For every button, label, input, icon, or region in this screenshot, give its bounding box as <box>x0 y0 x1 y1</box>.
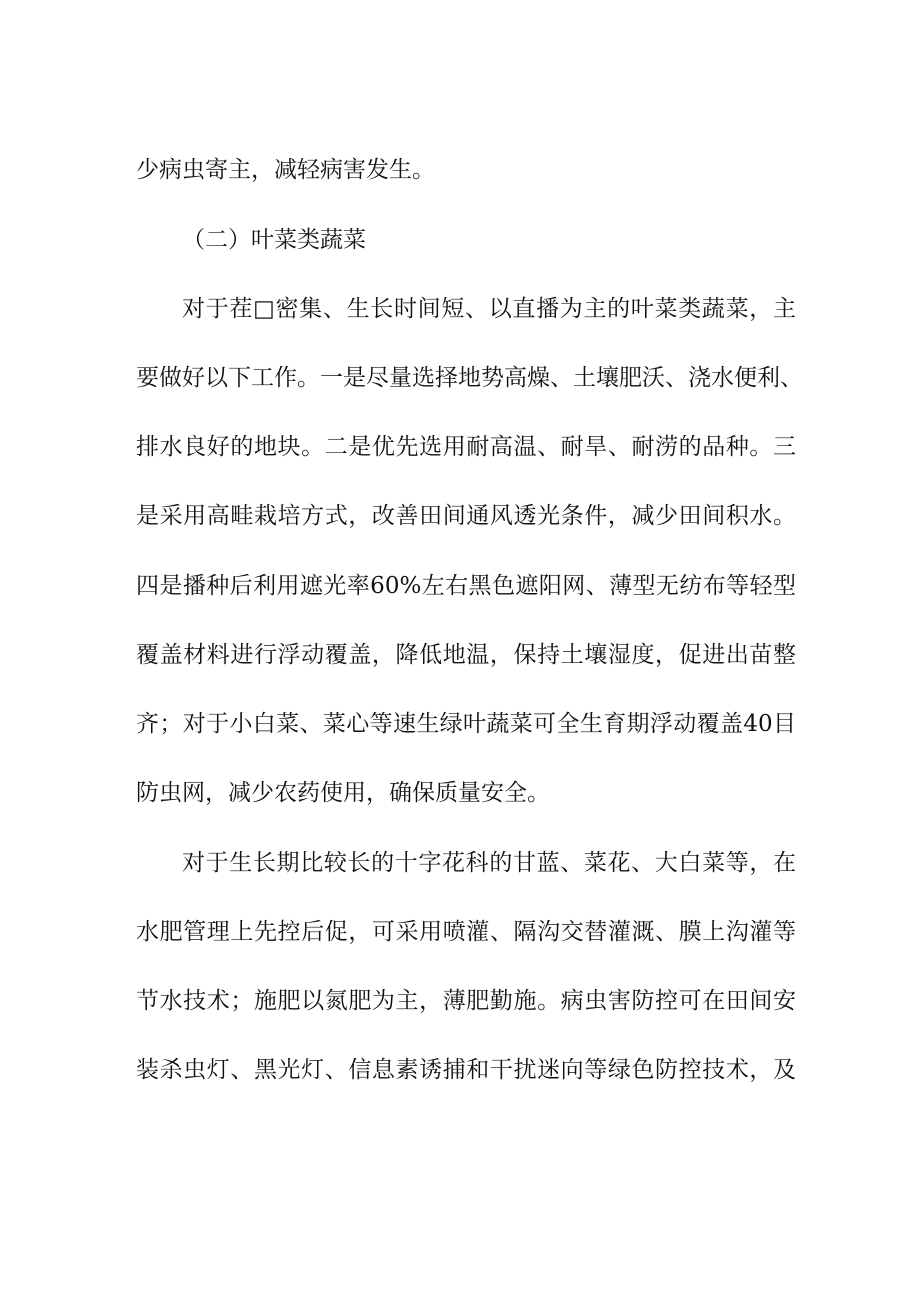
paragraph-line: 节水技术；施肥以氮肥为主，薄肥勤施。病虫害防控可在田间安 <box>136 988 796 1014</box>
paragraph-line: 水肥管理上先控后促，可采用喷灌、隔沟交替灌溉、膜上沟灌等 <box>136 919 796 945</box>
paragraph-line: 要做好以下工作。一是尽量选择地势高燥、土壤肥沃、浇水便利、 <box>136 365 803 391</box>
paragraph-line: 覆盖材料进行浮动覆盖，降低地温，保持土壤湿度，促进出苗整 <box>136 642 796 668</box>
paragraph-line: 少病虫寄主，减轻病害发生。 <box>136 157 435 183</box>
paragraph-line: 齐；对于小白菜、菜心等速生绿叶蔬菜可全生育期浮动覆盖40目 <box>136 711 796 737</box>
paragraph-line: 防虫网，减少农药使用，确保质量安全。 <box>136 780 550 806</box>
section-heading: （二）叶菜类蔬菜 <box>182 227 366 253</box>
paragraph-line: 对于茬□密集、生长时间短、以直播为主的叶菜类蔬菜，主 <box>182 296 796 322</box>
paragraph-line: 对于生长期比较长的十字花科的甘蓝、菜花、大白菜等，在 <box>182 850 796 876</box>
paragraph-line: 四是播种后利用遮光率60%左右黑色遮阳网、薄型无纺布等轻型 <box>136 573 796 599</box>
paragraph-line: 装杀虫灯、黑光灯、信息素诱捕和干扰迷向等绿色防控技术，及 <box>136 1057 796 1083</box>
paragraph-line: 是采用高畦栽培方式，改善田间通风透光条件，减少田间积水。 <box>136 503 796 529</box>
paragraph-line: 排水良好的地块。二是优先选用耐高温、耐旱、耐涝的品种。三 <box>136 434 796 460</box>
